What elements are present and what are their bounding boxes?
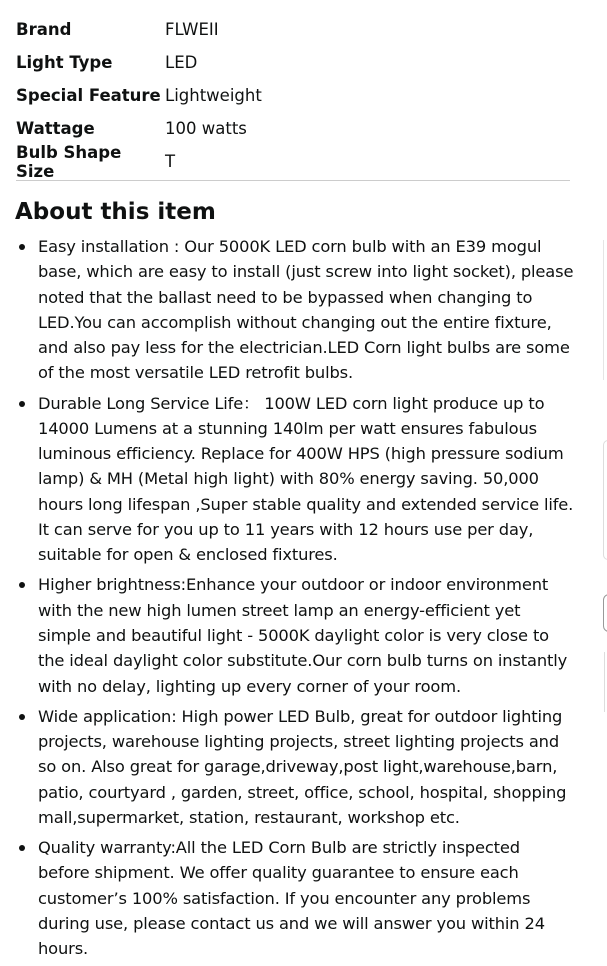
spec-value: LED: [165, 53, 198, 72]
spec-label: Wattage: [16, 119, 95, 138]
spec-label: Light Type: [16, 53, 113, 72]
spec-row-light-type: [16, 46, 262, 79]
bullet-item: Easy installation : Our 5000K LED corn bulb with an E39 mogul base, which are easy to install (just screw into light socket), please noted that the ballast need to be bypassed when changing to LED.You can accomplish without changing out the entire fixture, and also pay less for the electrician.LED Corn light bulbs are some of the most versatile LED retrofit bulbs.: [38, 234, 574, 386]
spec-row-wattage: [16, 112, 262, 145]
side-panel-edge: [603, 440, 607, 560]
spec-label: Special Feature: [16, 86, 161, 105]
spec-value: 100 watts: [165, 119, 247, 138]
spec-row-special-feature: [16, 79, 262, 112]
spec-value: T: [165, 152, 176, 171]
spec-value: FLWEII: [165, 20, 219, 39]
about-heading: About this item: [15, 199, 216, 225]
spec-value: Lightweight: [165, 86, 262, 105]
spec-row-bulb-shape: [16, 142, 262, 181]
bullet-item: Durable Long Service Life： 100W LED corn light produce up to 14000 Lumens at a stunning 140lm per watt ensures fabulous luminous efficiency. Replace for 400W HPS (high pressure sodium lamp) & MH (Metal high light) with 80% energy saving. 50,000 hours long lifespan ,Super stable quality and extended service life. It can serve for you up to 11 years with 12 hours use per day, suitable for open & enclosed fixtures.: [38, 391, 574, 568]
bullet-item: Higher brightness:Enhance your outdoor or indoor environment with the new high lumen street lamp an energy-efficient yet simple and beautiful light - 5000K daylight color is very close to the ideal daylight color substitute.Our corn bulb turns on instantly with no delay, lighting up every corner of your room.: [38, 572, 574, 698]
bullet-item: Quality warranty:All the LED Corn Bulb are strictly inspected before shipment. We offer quality guarantee to ensure each customer’s 100% satisfaction. If you encounter any problems during use, please contact us and we will answer you within 24 hours.: [38, 835, 574, 961]
spec-label: Bulb Shape Size: [16, 142, 122, 181]
bullet-item: Wide application: High power LED Bulb, great for outdoor lighting projects, warehouse lighting projects, street lighting projects and so on. Also great for garage,driveway,post light,warehouse,barn, patio, courtyard , garden, street, office, school, hospital, shopping mall,supermarket, station, restaurant, workshop etc.: [38, 704, 574, 830]
product-specs-table: [16, 13, 262, 181]
about-bullet-list: [0, 234, 574, 966]
spec-row-brand: [16, 13, 262, 46]
side-button-edge[interactable]: [603, 594, 607, 632]
side-panel-edge: [603, 240, 607, 380]
spec-label: Brand: [16, 20, 72, 39]
divider: [16, 180, 570, 181]
